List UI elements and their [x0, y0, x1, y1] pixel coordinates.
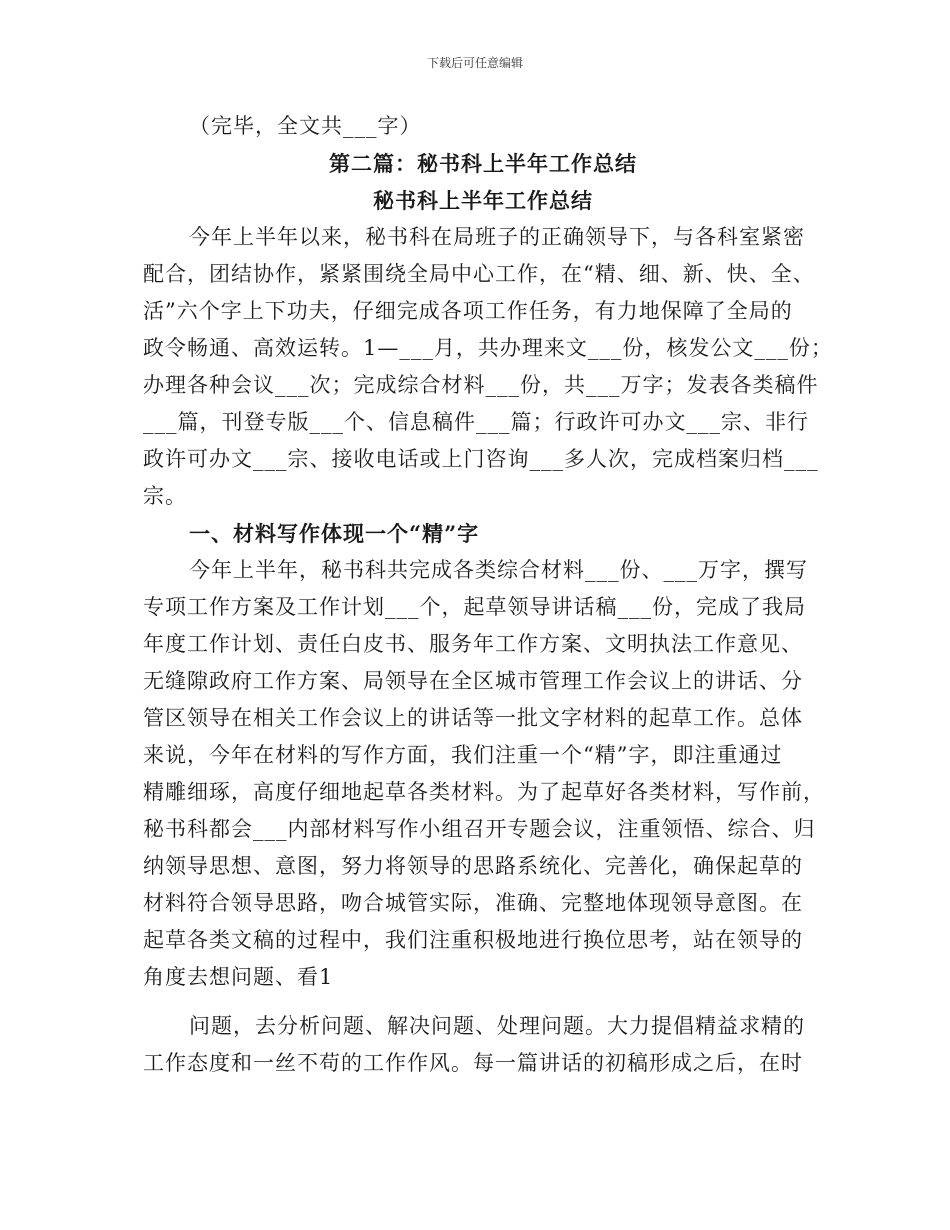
text-line: 办理各种会议___次；完成综合材料___份，共___万字；发表各类稿件: [143, 373, 819, 397]
part-title: 第二篇：秘书科上半年工作总结: [329, 151, 637, 176]
paragraph-1: [143, 219, 833, 515]
text-line: 今年上半年以来，秘书科在局班子的正确领导下，与各科室紧密: [189, 225, 805, 249]
page-header: 下载后可任意编辑: [426, 56, 523, 70]
text-line: 今年上半年，秘书科共完成各类综合材料___份、___万字，撰写: [189, 558, 808, 582]
text-line: 配合，团结协作，紧紧围绕全局中心工作，在“精、细、新、快、全、: [143, 262, 815, 286]
text-line: 管区领导在相关工作会议上的讲话等一批文字材料的起草工作。总体: [143, 706, 803, 730]
text-line: 精雕细琢，高度仔细地起草各类材料。为了起草好各类材料，写作前，: [143, 780, 825, 804]
text-line: 起草各类文稿的过程中，我们注重积极地进行换位思考，站在领导的: [143, 928, 803, 952]
document-body: [143, 108, 833, 1082]
text-line: 秘书科都会___内部材料写作小组召开专题会议，注重领悟、综合、归: [143, 817, 816, 841]
section-heading: 一、材料写作体现一个“精”字: [189, 521, 480, 546]
text-line: 纳领导思想、意图，努力将领导的思路系统化、完善化，确保起草的: [143, 854, 803, 878]
text-line: 政令畅通、高效运转。1—___月，共办理来文___份，核发公文___份；: [143, 336, 833, 360]
text-line: 宗。: [143, 484, 187, 508]
text-line: 年度工作计划、责任白皮书、服务年工作方案、文明执法工作意见、: [143, 632, 803, 656]
page-break-gap: [143, 996, 823, 1008]
text-line: 无缝隙政府工作方案、局领导在全区城市管理工作会议上的讲话、分: [143, 669, 803, 693]
text-line: 工作态度和一丝不苟的工作作风。每一篇讲话的初稿形成之后，在时: [143, 1051, 803, 1075]
text-line: 角度去想问题、看1: [143, 965, 334, 989]
document-title: 秘书科上半年工作总结: [373, 188, 593, 213]
text-line: 专项工作方案及工作计划___个，起草领导讲话稿___份，完成了我局: [143, 595, 806, 619]
text-line: 活”六个字上下功夫，仔细完成各项工作任务，有力地保障了全局的: [143, 299, 793, 323]
paragraph-3: [143, 1008, 823, 1082]
text-line: 材料符合领导思路，吻合城管实际，准确、完整地体现领导意图。在: [143, 891, 803, 915]
closing-note: （完毕，全文共___字）: [189, 114, 422, 138]
text-line: 来说，今年在材料的写作方面，我们注重一个“精”字，即注重通过: [143, 743, 783, 767]
text-line: 政许可办文___宗、接收电话或上门咨询___多人次，完成档案归档___: [143, 447, 819, 471]
paragraph-2: [143, 552, 823, 996]
text-line: ___篇，刊登专版___个、信息稿件___篇；行政许可办文___宗、非行: [143, 410, 809, 434]
text-line: 问题，去分析问题、解决问题、处理问题。大力提倡精益求精的: [189, 1014, 805, 1038]
